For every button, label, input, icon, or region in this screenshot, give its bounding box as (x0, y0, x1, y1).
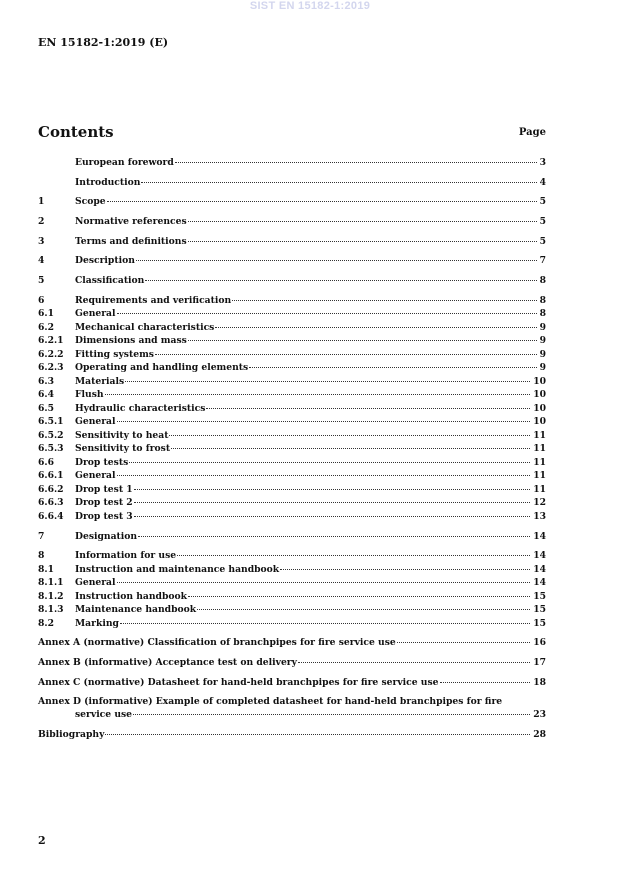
toc-entry-bibliography[interactable] (38, 728, 546, 742)
toc-entry-8-1[interactable] (38, 563, 546, 577)
toc-entry-7[interactable] (38, 530, 546, 544)
toc-title: General (75, 577, 116, 589)
toc-page: 9 (539, 335, 546, 347)
toc-leader (107, 201, 537, 202)
toc-page: 8 (539, 294, 546, 306)
toc-number: 8.1 (38, 563, 54, 575)
toc-title: General (75, 416, 116, 428)
toc-leader (155, 354, 537, 355)
toc-entry-8-1-1[interactable] (38, 576, 546, 590)
toc-page: 10 (533, 402, 546, 414)
toc-page: 11 (533, 443, 546, 455)
toc-page: 10 (533, 389, 546, 401)
toc-page: 14 (533, 563, 546, 575)
toc-title: Annex B (informative) Acceptance test on delivery (38, 657, 297, 669)
toc-leader (188, 596, 530, 597)
toc-leader (105, 394, 531, 395)
toc-number: 6 (38, 294, 45, 306)
toc-leader (129, 462, 530, 463)
table-of-contents (38, 156, 546, 741)
toc-title: Instruction and maintenance handbook (75, 563, 280, 575)
toc-page: 12 (533, 497, 546, 509)
toc-entry-4[interactable] (38, 254, 546, 268)
toc-entry-european-foreword[interactable] (38, 156, 546, 170)
toc-leader (138, 536, 530, 537)
toc-title: Maintenance handbook (75, 604, 197, 616)
toc-page: 9 (539, 321, 546, 333)
toc-number: 8.1.2 (38, 590, 64, 602)
toc-leader (117, 421, 531, 422)
toc-title: Drop test 3 (75, 510, 133, 522)
toc-number: 6.1 (38, 308, 54, 320)
toc-title: Bibliography (38, 728, 105, 740)
toc-page: 18 (533, 676, 546, 688)
toc-number: 6.2 (38, 321, 54, 333)
toc-leader (280, 569, 530, 570)
toc-number: 4 (38, 255, 45, 267)
toc-number: 6.2.2 (38, 348, 64, 360)
toc-leader (145, 280, 536, 281)
toc-entry-3[interactable] (38, 235, 546, 249)
toc-entry-introduction[interactable] (38, 176, 546, 190)
toc-leader (117, 475, 531, 476)
toc-leader (188, 221, 537, 222)
toc-page: 10 (533, 375, 546, 387)
toc-title: Drop test 2 (75, 497, 133, 509)
toc-leader (188, 340, 537, 341)
toc-entry-1[interactable] (38, 195, 546, 209)
toc-number: 8.2 (38, 617, 54, 629)
toc-leader (134, 502, 531, 503)
toc-page: 15 (533, 604, 546, 616)
toc-title: Fitting systems (75, 348, 154, 360)
toc-title: Mechanical characteristics (75, 321, 215, 333)
toc-entry-6-2-1[interactable] (38, 334, 546, 348)
toc-title: Annex A (normative) Classification of branchpipes for fire service use (38, 637, 396, 649)
toc-title: Information for use (75, 550, 177, 562)
toc-title: Classification (75, 275, 145, 287)
toc-entry-annex-d[interactable] (38, 695, 546, 721)
toc-number: 6.6.1 (38, 470, 64, 482)
toc-leader (134, 516, 531, 517)
toc-leader (141, 182, 536, 183)
toc-title: Drop test 1 (75, 483, 133, 495)
toc-page: 28 (533, 728, 546, 740)
toc-page: 4 (539, 176, 546, 188)
toc-entry-8[interactable] (38, 549, 546, 563)
toc-leader (169, 435, 530, 436)
toc-page: 14 (533, 550, 546, 562)
watermark: SIST EN 15182-1:2019 (249, 0, 371, 12)
toc-number: 3 (38, 235, 45, 247)
toc-number: 6.6.2 (38, 483, 64, 495)
toc-entry-6[interactable] (38, 294, 546, 308)
toc-entry-6-2[interactable] (38, 321, 546, 335)
toc-number: 2 (38, 216, 45, 228)
toc-number: 6.6 (38, 456, 54, 468)
page-number: 2 (38, 834, 46, 847)
toc-number: 6.5 (38, 402, 54, 414)
toc-leader (206, 408, 530, 409)
toc-entry-annex-b[interactable] (38, 656, 546, 670)
toc-number: 6.3 (38, 375, 54, 387)
toc-leader (134, 489, 531, 490)
document-id-header: EN 15182-1:2019 (E) (38, 36, 169, 49)
toc-leader (136, 260, 537, 261)
toc-title: Normative references (75, 216, 187, 228)
toc-number: 6.2.1 (38, 335, 64, 347)
toc-leader (117, 582, 531, 583)
toc-number: 1 (38, 196, 45, 208)
toc-leader (249, 367, 536, 368)
toc-page: 14 (533, 530, 546, 542)
toc-title: Dimensions and mass (75, 335, 187, 347)
toc-page: 5 (539, 196, 546, 208)
toc-entry-8-1-3[interactable] (38, 603, 546, 617)
toc-title: General (75, 470, 116, 482)
toc-entry-6-6-1[interactable] (38, 469, 546, 483)
toc-title-line-1: Annex D (informative) Example of completed datasheet for hand-held branchpipes for fire (38, 696, 503, 708)
toc-title: Annex C (normative) Datasheet for hand-held branchpipes for fire service use (38, 676, 439, 688)
toc-page: 5 (539, 235, 546, 247)
toc-entry-2[interactable] (38, 215, 546, 229)
toc-entry-6-2-3[interactable] (38, 361, 546, 375)
toc-leader (171, 448, 530, 449)
toc-page: 8 (539, 308, 546, 320)
toc-title: Description (75, 255, 135, 267)
toc-leader (215, 327, 536, 328)
toc-number: 6.2.3 (38, 362, 64, 374)
toc-entry-annex-a[interactable] (38, 636, 546, 650)
toc-page: 9 (539, 348, 546, 360)
toc-leader (117, 313, 537, 314)
toc-title-line-2: service use (75, 709, 133, 721)
toc-page: 11 (533, 429, 546, 441)
toc-leader (125, 381, 530, 382)
toc-number: 6.5.1 (38, 416, 64, 428)
toc-entry-6-3[interactable] (38, 375, 546, 389)
toc-title: Scope (75, 196, 106, 208)
toc-title: General (75, 308, 116, 320)
toc-number: 8.1.3 (38, 604, 64, 616)
toc-title: Designation (75, 530, 138, 542)
toc-page: 13 (533, 510, 546, 522)
toc-page: 16 (533, 637, 546, 649)
toc-page: 7 (539, 255, 546, 267)
toc-title: Requirements and verification (75, 294, 232, 306)
toc-leader (177, 555, 530, 556)
toc-number: 6.5.2 (38, 429, 64, 441)
toc-number: 6.6.3 (38, 497, 64, 509)
toc-title: Terms and definitions (75, 235, 187, 247)
toc-title: Drop tests (75, 456, 129, 468)
toc-entry-6-6-2[interactable] (38, 483, 546, 497)
toc-title: Sensitivity to frost (75, 443, 171, 455)
toc-leader (120, 623, 530, 624)
toc-page: 14 (533, 577, 546, 589)
contents-title: Contents (38, 123, 114, 141)
toc-number: 7 (38, 530, 45, 542)
toc-leader (440, 682, 531, 683)
toc-entry-6-1[interactable] (38, 307, 546, 321)
toc-entry-6-5-2[interactable] (38, 429, 546, 443)
toc-entry-6-2-2[interactable] (38, 348, 546, 362)
toc-page: 8 (539, 275, 546, 287)
toc-page: 11 (533, 470, 546, 482)
toc-title: Operating and handling elements (75, 362, 249, 374)
toc-number: 8 (38, 550, 45, 562)
toc-number: 6.6.4 (38, 510, 64, 522)
toc-entry-6-6-3[interactable] (38, 496, 546, 510)
toc-entry-6-6-4[interactable] (38, 510, 546, 524)
toc-page: 11 (533, 456, 546, 468)
toc-leader (197, 609, 530, 610)
toc-title: Instruction handbook (75, 590, 188, 602)
toc-leader (298, 662, 530, 663)
toc-title: European foreword (75, 157, 174, 168)
toc-title: Flush (75, 389, 104, 401)
toc-number: 6.5.3 (38, 443, 64, 455)
toc-leader (105, 734, 530, 735)
toc-title: Hydraulic characteristics (75, 402, 206, 414)
toc-page: 11 (533, 483, 546, 495)
toc-entry-8-1-2[interactable] (38, 590, 546, 604)
toc-leader (175, 162, 537, 163)
toc-page: 15 (533, 617, 546, 629)
toc-page: 10 (533, 416, 546, 428)
toc-entry-6-6[interactable] (38, 456, 546, 470)
toc-page: 5 (539, 216, 546, 228)
toc-leader (232, 300, 536, 301)
toc-page: 15 (533, 590, 546, 602)
toc-leader (133, 714, 530, 715)
toc-entry-6-4[interactable] (38, 388, 546, 402)
toc-entry-5[interactable] (38, 274, 546, 288)
toc-number: 6.4 (38, 389, 54, 401)
toc-number: 5 (38, 275, 45, 287)
toc-entry-annex-c[interactable] (38, 676, 546, 690)
toc-title: Marking (75, 617, 119, 629)
toc-entry-6-5-1[interactable] (38, 415, 546, 429)
toc-entry-6-5-3[interactable] (38, 442, 546, 456)
toc-title: Sensitivity to heat (75, 429, 169, 441)
page-column-label: Page (518, 127, 546, 138)
toc-number: 8.1.1 (38, 577, 64, 589)
toc-page: 3 (539, 157, 546, 168)
toc-page: 17 (533, 657, 546, 669)
toc-leader (188, 241, 537, 242)
toc-entry-6-5[interactable] (38, 402, 546, 416)
toc-title: Materials (75, 375, 125, 387)
toc-page: 23 (533, 709, 546, 721)
toc-title: Introduction (75, 176, 141, 188)
toc-page: 9 (539, 362, 546, 374)
toc-leader (397, 642, 530, 643)
toc-entry-8-2[interactable] (38, 617, 546, 631)
